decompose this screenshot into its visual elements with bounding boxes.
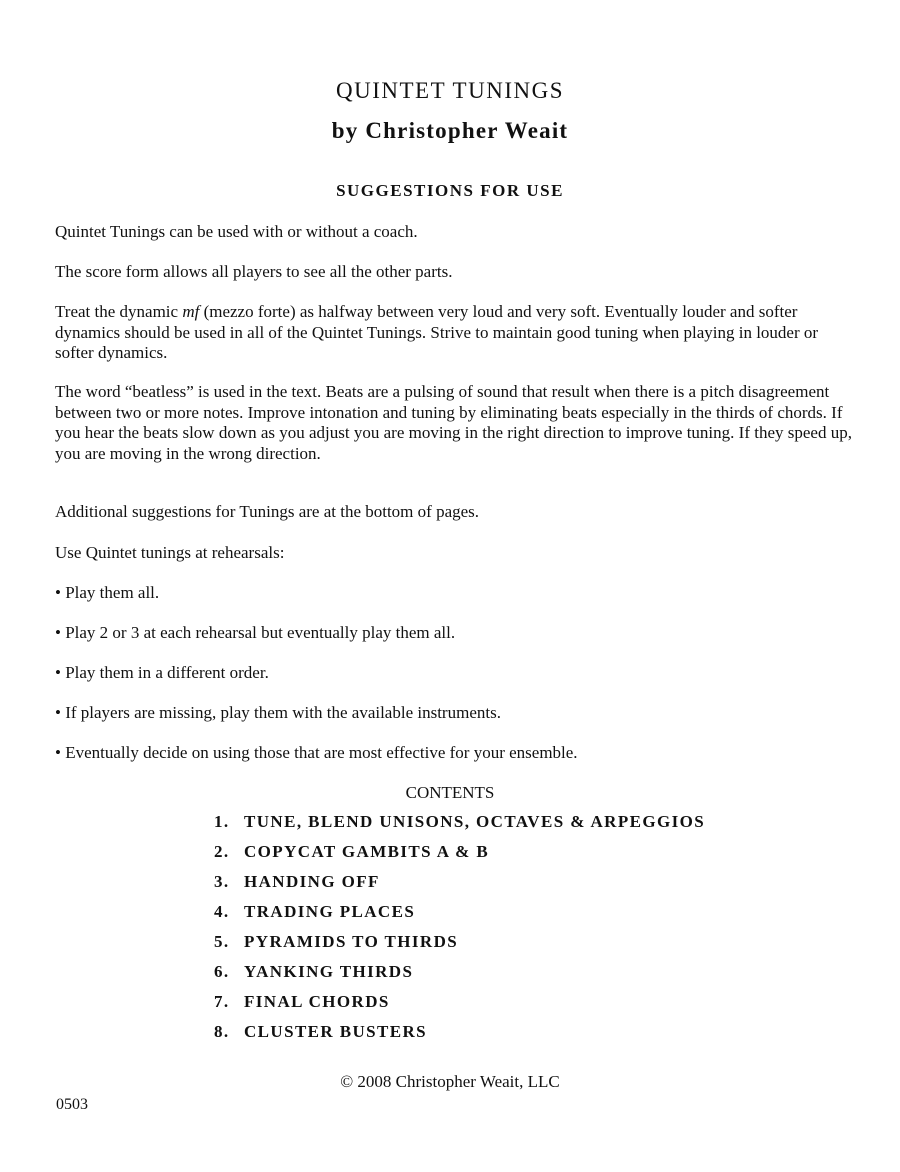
page-code: 0503 [56,1096,88,1113]
contents-item-title: PYRAMIDS TO THIRDS [244,932,459,951]
bullet-item: • Eventually decide on using those that are most effective for your ensemble. [55,743,578,762]
paragraph-beatless: The word “beatless” is used in the text. Beats are a pulsing of sound that result when there is a pitch disagreement between two or more notes. Improve intonation and tuning by eliminating beats especially in the thirds of chords. If you hear the beats slow down as you adjust you are moving in the right direction to improve tuning. If they speed up, you are moving in the wrong direction. [55,382,852,463]
dynamic-mark: mf [182,302,200,321]
bullet-item: • Play them in a different order. [55,663,269,682]
paragraph-additional: Additional suggestions for Tunings are at the bottom of pages. [55,502,480,521]
author-byline: by Christopher Weait [331,118,569,143]
contents-item-number: 3. [214,872,230,891]
contents-item-number: 5. [214,932,230,951]
bullet-item: • Play 2 or 3 at each rehearsal but eventually play them all. [55,623,456,642]
contents-item [214,992,705,1022]
contents-item [214,812,705,842]
paragraph-rehearsals: Use Quintet tunings at rehearsals: [55,543,285,562]
contents-item [214,962,705,992]
contents-item-title: FINAL CHORDS [244,992,390,1011]
contents-item [214,872,705,902]
contents-item [214,1022,705,1052]
contents-item-title: YANKING THIRDS [244,962,414,981]
contents-item-number: 8. [214,1022,230,1041]
contents-item-number: 7. [214,992,230,1011]
contents-item-number: 4. [214,902,230,921]
copyright-notice: © 2008 Christopher Weait, LLC [340,1072,560,1091]
contents-item-title: TUNE, BLEND UNISONS, OCTAVES & ARPEGGIOS [244,812,706,831]
bullet-item: • If players are missing, play them with the available instruments. [55,703,501,722]
contents-item-number: 1. [214,812,230,831]
paragraph-score-form: The score form allows all players to see all the other parts. [55,262,453,281]
contents-list [214,812,705,1052]
document-title: QUINTET TUNINGS [336,78,564,103]
contents-item-number: 2. [214,842,230,861]
contents-item [214,842,705,872]
contents-item-title: CLUSTER BUSTERS [244,1022,428,1041]
bullet-item: • Play them all. [55,583,160,602]
paragraph-dynamics: Treat the dynamic mf (mezzo forte) as halfway between very loud and very soft. Eventually louder and softer dynamics should be used in all of the Quintet Tunings. Strive to maintain good tuning when playing in louder or softer dynamics. [55,302,819,362]
contents-item-title: TRADING PLACES [244,902,416,921]
contents-item-number: 6. [214,962,230,981]
paragraph-coach: Quintet Tunings can be used with or without a coach. [55,222,418,241]
contents-item [214,902,705,932]
contents-item-title: COPYCAT GAMBITS A & B [244,842,490,861]
contents-item-title: HANDING OFF [244,872,380,891]
contents-item [214,932,705,962]
contents-heading: CONTENTS [405,783,495,802]
suggestions-heading: SUGGESTIONS FOR USE [336,181,564,200]
